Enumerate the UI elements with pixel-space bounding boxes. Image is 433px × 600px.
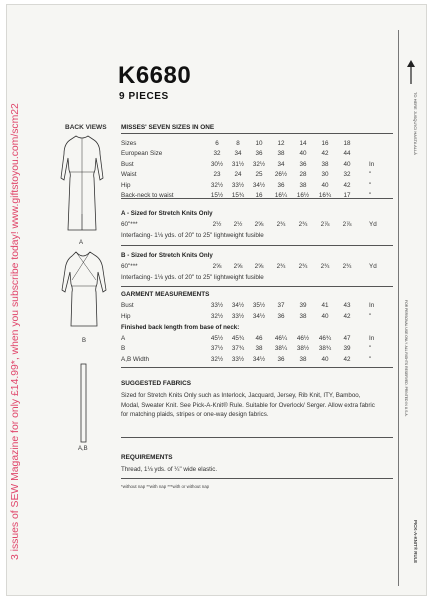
table-cell: 25 [255,171,263,179]
fine-print: FOR PERSONAL USE ONLY. ALL RIGHTS RESERVED. PRINTED IN U.S.A. [404,300,408,417]
table-cell: 37 [277,302,285,309]
promo-text: 3 issues of SEW Magazine for only £14.99*, when you subscribe today! www.giftstoyou.com/scm22 [10,103,21,560]
table-cell: 46¾ [318,335,332,342]
view-b-interfacing: Interfacing- 1⅛ yds. of 20" to 25" lightweight fusible [121,274,264,281]
divider [121,198,393,199]
unit-label: " [369,192,372,199]
table-cell: 32½ [210,355,224,363]
table-cell: 10 [255,140,263,147]
row-label: Hip [121,181,131,189]
table-cell: 38 [255,345,263,353]
table-cell: 16¾ [318,192,332,199]
table-cell: 34 [277,160,285,168]
table-cell: 43 [343,302,351,309]
table-cell: 33½ [231,312,245,320]
figure-a-label: A [79,240,84,246]
row-label: Waist [121,171,137,179]
table-cell: 32 [343,171,351,179]
table-cell: 42 [343,312,351,320]
table-cell: 32½ [210,181,224,189]
unit-label: " [369,171,372,179]
table-cell: 23 [213,171,221,179]
table-cell: 36 [277,355,285,363]
table-cell: 14 [299,140,307,147]
table-cell: 26½ [274,171,288,179]
table-cell: 16 [255,192,263,199]
fabric-amount: 2⅝ [254,263,264,270]
divider [121,133,393,134]
table-cell: 30 [321,171,329,179]
table-cell: 24 [234,171,242,179]
table-cell: 37½ [210,345,224,353]
unit-label: Yd [369,263,377,270]
table-cell: 37¾ [231,345,245,353]
table-cell: 32½ [252,160,266,168]
table-cell: 39 [299,302,307,309]
table-cell: 8 [236,140,240,147]
table-cell: 28 [299,171,307,179]
suggested-fabrics-title: SUGGESTED FABRICS [121,380,191,387]
table-cell: 42 [343,355,351,363]
row-label: B [121,345,126,353]
table-cell: 36 [277,312,285,320]
table-cell: 33½ [210,302,224,309]
fabric-amount: 2¾ [276,263,286,270]
table-cell: 34½ [252,355,266,363]
fabric-amount: 2¾ [342,263,352,270]
pick-a-knit-rule-label: PICK-A-KNIT® RULE [413,520,418,564]
table-cell: 38 [321,160,329,168]
row-label: Sizes [121,140,137,147]
table-cell: 34½ [252,181,266,189]
figure-b-label: B [82,338,87,344]
divider [121,286,393,287]
row-label: European Size [121,150,163,158]
fabric-amount: 2⅞ [320,221,330,228]
table-cell: 17 [343,192,351,199]
table-cell: 38¼ [274,345,288,353]
table-cell: 41 [321,302,329,309]
table-cell: 34 [234,150,242,158]
to-here-label: TO HERE JUSQU'ICI HASTA ALLÁ [413,92,418,155]
back-length-label: Finished back length from base of neck: [121,324,240,331]
back-views-label: BACK VIEWS [65,124,107,131]
nap-footnote: *without nap **with nap ***with or without nap [121,484,210,489]
table-cell: 30½ [210,160,224,168]
table-cell: 38 [299,312,307,320]
fabric-amount: 2¾ [320,263,330,270]
pieces-count: 9 PIECES [119,91,169,102]
table-cell: 39 [343,345,351,353]
table-cell: 40 [321,181,329,189]
unit-label: " [369,355,372,363]
rule-edge-line [398,30,399,586]
table-cell: 36 [255,150,263,158]
row-label: A,B Width [121,355,149,363]
table-cell: 33½ [231,181,245,189]
fabric-amount: 2⅝ [233,263,243,270]
table-cell: 35½ [252,302,266,309]
table-cell: 42 [343,181,351,189]
dress-b-back-view [58,250,110,332]
table-cell: 38 [277,150,285,158]
fabric-amount: 2⅝ [212,263,222,270]
fabric-amount: 2½ [233,221,243,228]
fabric-amount: 2⅞ [342,221,352,228]
table-cell: 16 [321,140,329,147]
fabric-width-label: 60"*** [121,263,138,270]
table-cell: 12 [277,140,285,147]
table-cell: 15½ [210,192,224,199]
suggested-fabrics-text: Sized for Stretch Knits Only such as Interlock, Jacquard, Jersey, Rib Knit, ITY, Bamboo, Modal, Sweater Knit. See Pick-A-Knit® Rule. Suitable for Overlock/ Serger. Allow extra fabric for matching plaids, stripes or one-way design fabrics. [121,392,375,419]
table-cell: 31½ [231,160,245,168]
table-cell: 46½ [296,335,310,342]
unit-label: " [369,181,372,189]
table-cell: 34½ [252,312,266,320]
row-label: Bust [121,160,134,168]
table-cell: 34½ [231,302,245,309]
fabric-amount: 2¾ [298,221,308,228]
view-a-interfacing: Interfacing- 1⅛ yds. of 20" to 25" lightweight fusible [121,232,264,239]
row-label: Hip [121,312,131,320]
unit-label: Yd [369,221,377,228]
table-cell: 40 [321,355,329,363]
table-cell: 42 [321,150,329,158]
row-label: A [121,335,126,342]
arrow-up-icon [404,58,418,86]
table-cell: 46 [255,335,263,342]
fabric-amount: 2¾ [276,221,286,228]
requirements-title: REQUIREMENTS [121,454,173,461]
divider [121,437,393,438]
table-cell: 40 [299,150,307,158]
table-cell: 45¾ [231,335,245,342]
table-cell: 38 [299,355,307,363]
table-cell: 16¼ [274,192,288,199]
unit-label: " [369,312,372,320]
table-cell: 47 [343,335,351,342]
table-cell: 36 [277,181,285,189]
table-cell: 38¾ [318,345,332,353]
table-cell: 32 [213,150,221,158]
table-cell: 40 [321,312,329,320]
table-cell: 36 [299,160,307,168]
table-cell: 18 [343,140,351,147]
size-table-title: MISSES' SEVEN SIZES IN ONE [121,124,215,131]
divider [121,478,393,479]
table-cell: 40 [343,160,351,168]
pattern-code: K6680 [118,62,192,89]
table-cell: 15¾ [231,192,245,199]
table-cell: 45½ [210,335,224,342]
unit-label: In [369,160,375,168]
figure-ab-label: A,B [78,446,88,452]
unit-label: In [369,335,375,342]
unit-label: " [369,345,372,353]
table-cell: 6 [215,140,219,147]
fabric-amount: 2½ [212,221,222,228]
row-label: Bust [121,302,134,309]
fabric-width-label: 60"*** [121,221,138,228]
requirements-text: Thread, 1⅛ yds. of ¼" wide elastic. [121,466,218,473]
fabric-amount: 2¾ [298,263,308,270]
table-cell: 32½ [210,312,224,320]
garment-measurements-title: GARMENT MEASUREMENTS [121,291,210,298]
belt-piece-view [78,362,90,444]
fabric-amount: 2⅝ [254,221,264,228]
table-cell: 38½ [296,345,310,353]
view-b-title: B - Sized for Stretch Knits Only [121,252,213,259]
table-cell: 44 [343,150,351,158]
dress-a-back-view [56,134,108,236]
table-cell: 46¼ [274,335,288,342]
view-a-title: A - Sized for Stretch Knits Only [121,210,213,217]
table-cell: 16½ [296,192,310,199]
row-label: Back-neck to waist [121,192,174,199]
table-cell: 38 [299,181,307,189]
divider [121,367,393,368]
unit-label: In [369,302,375,309]
divider [121,245,393,246]
table-cell: 33½ [231,355,245,363]
